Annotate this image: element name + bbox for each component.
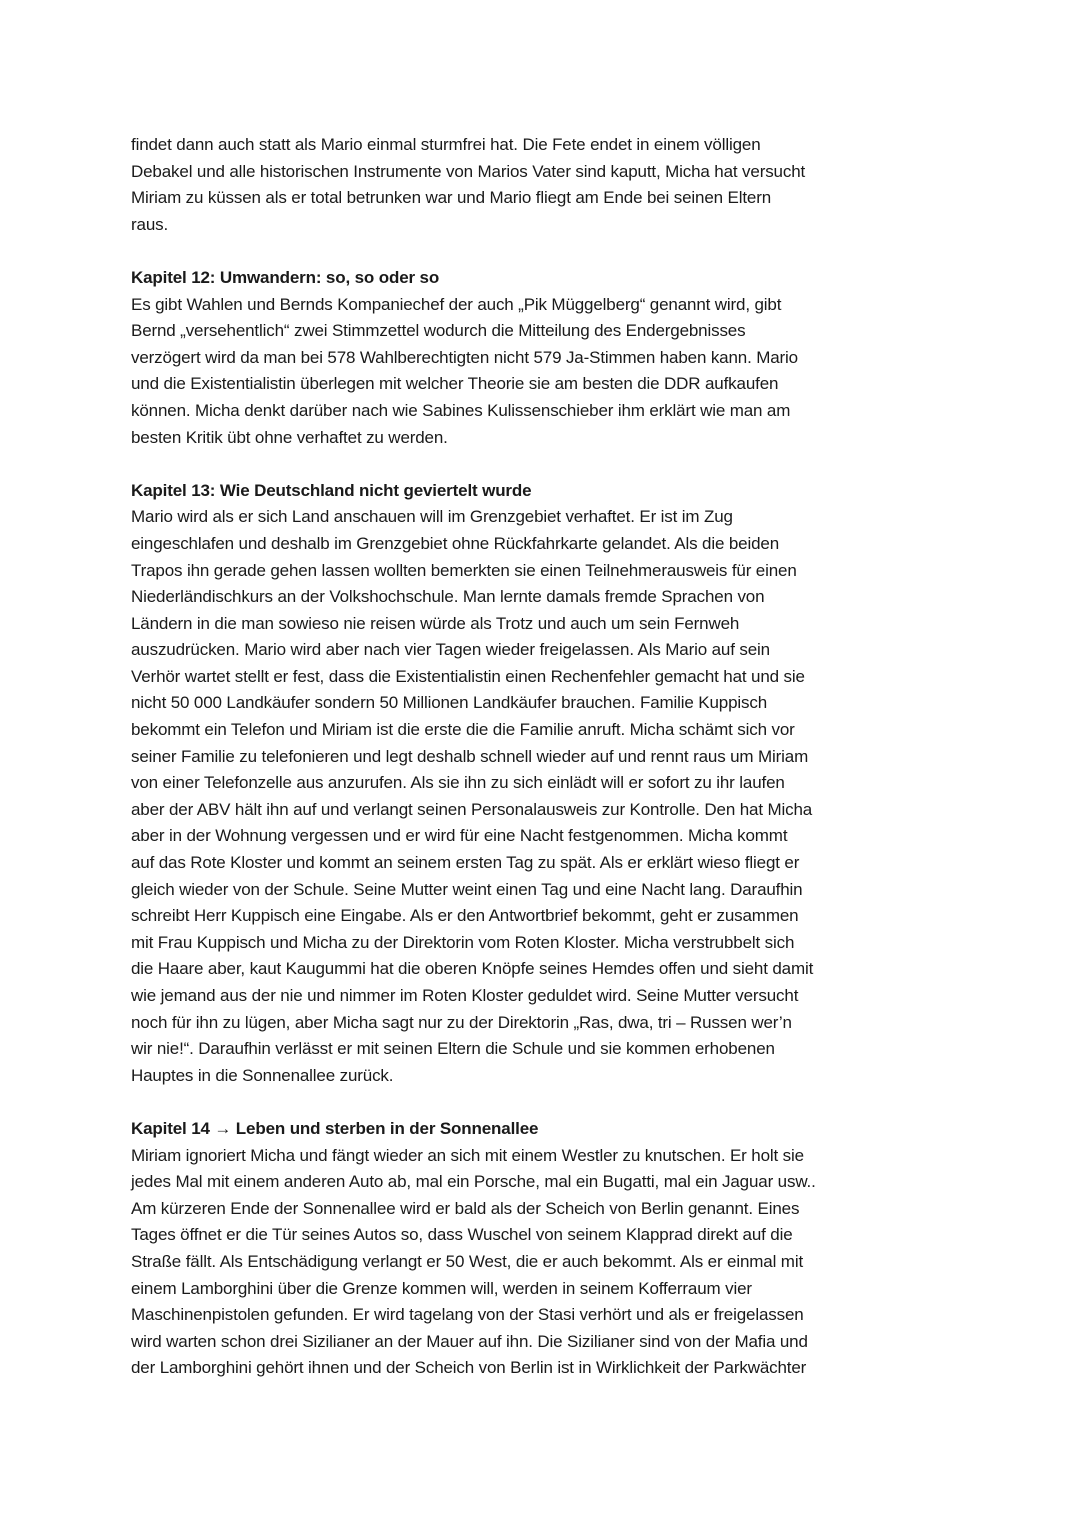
paragraph-line: Miriam zu küssen als er total betrunken war und Mario fliegt am Ende bei seinen Eltern (131, 188, 772, 208)
paragraph-line: und die Existentialistin überlegen mit welcher Theorie sie am besten die DDR aufkaufen (131, 374, 779, 394)
paragraph-line: aber in der Wohnung vergessen und er wird für eine Nacht festgenommen. Micha kommt (131, 826, 788, 846)
paragraph-line: Miriam ignoriert Micha und fängt wieder an sich mit einem Westler zu knutschen. Er holt sie (131, 1145, 804, 1165)
paragraph-line: nicht 50 000 Landkäufer sondern 50 Millionen Landkäufer brauchen. Familie Kuppisch (131, 693, 768, 713)
paragraph-line: Bernd „versehentlich“ zwei Stimmzettel wodurch die Mitteilung des Endergebnisses (131, 321, 746, 341)
paragraph-line: aber der ABV hält ihn auf und verlangt seinen Personalausweis zur Kontrolle. Den hat Micha (131, 799, 813, 819)
chapter-heading: Kapitel 14 → Leben und sterben in der Sonnenallee (131, 1118, 539, 1138)
paragraph-line: können. Micha denkt darüber nach wie Sabines Kulissenschieber ihm erklärt wie man am (131, 400, 791, 420)
paragraph-line: wir nie!“. Daraufhin verlässt er mit seinen Eltern die Schule und sie kommen erhobenen (131, 1039, 775, 1059)
paragraph-line: von einer Telefonzelle aus anzurufen. Als sie ihn zu sich einlädt will er sofort zu ihr laufen (131, 773, 785, 793)
paragraph-line: wird warten schon drei Sizilianer an der Mauer auf ihn. Die Sizilianer sind von der Mafia und (131, 1331, 808, 1351)
paragraph-line: jedes Mal mit einem anderen Auto ab, mal ein Porsche, mal ein Bugatti, mal ein Jaguar usw.. (131, 1172, 816, 1192)
paragraph-line: die Haare aber, kaut Kaugummi hat die oberen Knöpfe seines Hemdes offen und sieht damit (131, 959, 814, 979)
paragraph-line: Ländern in die man sowieso nie reisen würde als Trotz und auch um sein Fernweh (131, 613, 740, 633)
chapter-heading: Kapitel 13: Wie Deutschland nicht geviertelt wurde (131, 480, 532, 500)
paragraph-line: Hauptes in die Sonnenallee zurück. (131, 1065, 394, 1085)
paragraph-line: Straße fällt. Als Entschädigung verlangt er 50 West, die er auch bekommt. Als er einmal mit (131, 1251, 804, 1271)
paragraph-line: Niederländischkurs an der Volkshochschule. Man lernte damals fremde Sprachen von (131, 587, 765, 607)
chapter-heading: Kapitel 12: Umwandern: so, so oder so (131, 267, 440, 287)
paragraph-line: Mario wird als er sich Land anschauen will im Grenzgebiet verhaftet. Er ist im Zug (131, 507, 733, 527)
paragraph-line: raus. (131, 214, 169, 234)
document-page (131, 132, 961, 1382)
paragraph-line: Debakel und alle historischen Instrumente von Marios Vater sind kaputt, Micha hat versucht (131, 161, 806, 181)
paragraph-line: auf das Rote Kloster und kommt an seinem ersten Tag zu spät. Als er erklärt wieso fliegt er (131, 853, 800, 873)
paragraph-line: wie jemand aus der nie und nimmer im Roten Kloster geduldet wird. Seine Mutter versucht (131, 986, 799, 1005)
paragraph-line: gleich wieder von der Schule. Seine Mutter weint einen Tag und eine Nacht lang. Daraufhin (131, 879, 803, 899)
paragraph-line: Tages öffnet er die Tür seines Autos so, dass Wuschel von seinem Klapprad direkt auf die (131, 1225, 793, 1245)
paragraph-line: Trapos ihn gerade gehen lassen wollten bemerkten sie einen Teilnehmerausweis für einen (131, 560, 797, 580)
paragraph-line: seiner Familie zu telefonieren und legt deshalb schnell wieder auf und rennt raus um Miriam (131, 746, 809, 766)
paragraph-line: mit Frau Kuppisch und Micha zu der Direktorin vom Roten Kloster. Micha verstrubbelt sich (131, 932, 795, 952)
paragraph-line: verzögert wird da man bei 578 Wahlberechtigten nicht 579 Ja-Stimmen haben kann. Mario (131, 347, 798, 367)
blank-line (131, 1089, 961, 1116)
paragraph-line: Es gibt Wahlen und Bernds Kompaniechef der auch „Pik Müggelberg“ genannt wird, gibt (131, 294, 782, 314)
paragraph-line: findet dann auch statt als Mario einmal sturmfrei hat. Die Fete endet in einem völligen (131, 135, 761, 154)
paragraph-line: einem Lamborghini über die Grenze kommen will, werden in seinem Kofferraum vier (131, 1278, 752, 1298)
paragraph-line: der Lamborghini gehört ihnen und der Scheich von Berlin ist in Wirklichkeit der Parkwächter (131, 1358, 807, 1378)
paragraph-line: besten Kritik übt ohne verhaftet zu werden. (131, 427, 448, 447)
blank-line (131, 451, 961, 478)
paragraph-line: Verhör wartet stellt er fest, dass die Existentialistin einen Rechenfehler gemacht hat und sie (131, 666, 805, 686)
paragraph-line: bekommt ein Telefon und Miriam ist die erste die die Familie anruft. Micha schämt sich vor (131, 720, 795, 740)
paragraph-line: Maschinenpistolen gefunden. Er wird tagelang von der Stasi verhört und als er freigelassen (131, 1305, 804, 1325)
paragraph-line: noch für ihn zu lügen, aber Micha sagt nur zu der Direktorin „Ras, dwa, tri – Russen wer’n (131, 1012, 792, 1032)
paragraph-line: schreibt Herr Kuppisch eine Eingabe. Als er den Antwortbrief bekommt, geht er zusammen (131, 906, 799, 926)
paragraph-line: eingeschlafen und deshalb im Grenzgebiet ohne Rückfahrkarte gelandet. Als die beiden (131, 533, 780, 553)
paragraph-line: Am kürzeren Ende der Sonnenallee wird er bald als der Scheich von Berlin genannt. Eines (131, 1198, 800, 1218)
paragraph-line: auszudrücken. Mario wird aber nach vier Tagen wieder freigelassen. Als Mario auf sein (131, 640, 770, 660)
blank-line (131, 238, 961, 265)
